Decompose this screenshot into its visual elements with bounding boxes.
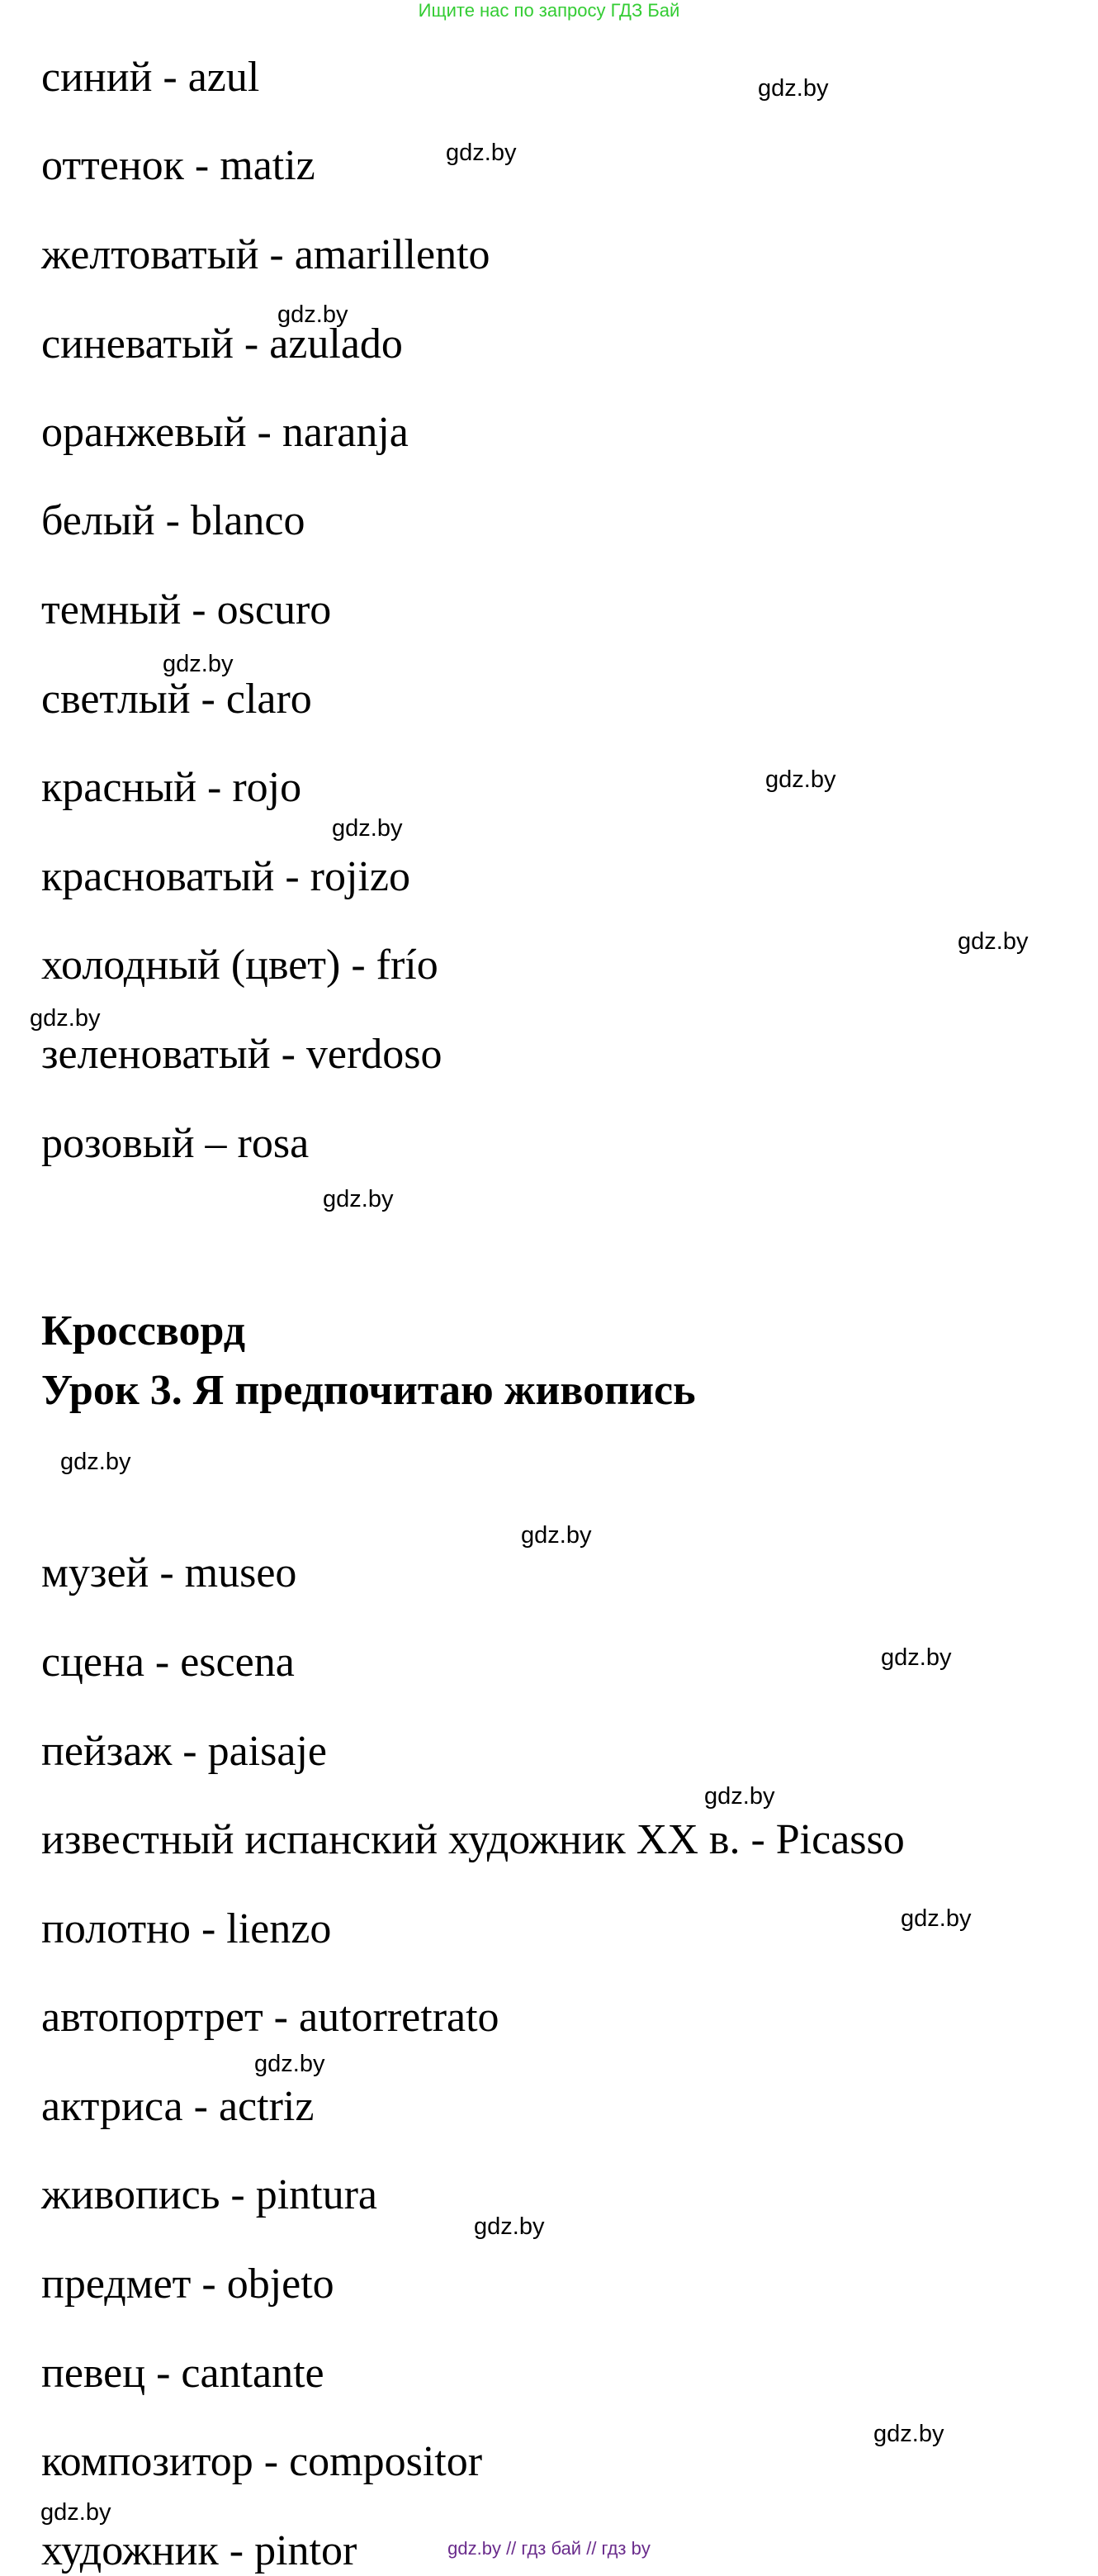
vocab-entry: художник - pintor: [41, 2527, 357, 2574]
vocab-entry: композитор - compositor: [41, 2438, 483, 2485]
watermark: gdz.by: [958, 928, 1029, 955]
vocab-entry: оттенок - matiz: [41, 142, 315, 189]
watermark: gdz.by: [60, 1449, 131, 1475]
vocab-entry: белый - blanco: [41, 497, 305, 544]
vocab-entry: светлый - claro: [41, 676, 312, 723]
watermark: gdz.by: [254, 2051, 325, 2077]
watermark: gdz.by: [446, 140, 517, 166]
watermark: gdz.by: [474, 2213, 545, 2240]
vocab-entry: сцена - escena: [41, 1639, 295, 1686]
watermark: gdz.by: [901, 1905, 972, 1932]
watermark: gdz.by: [521, 1522, 592, 1549]
watermark: gdz.by: [40, 2499, 111, 2526]
vocab-entry: красноватый - rojizo: [41, 853, 410, 900]
vocab-entry: автопортрет - autorretrato: [41, 1994, 499, 2041]
watermark: gdz.by: [704, 1783, 775, 1810]
watermark: gdz.by: [30, 1005, 101, 1032]
vocab-entry: живопись - pintura: [41, 2171, 378, 2218]
vocab-entry: певец - cantante: [41, 2350, 324, 2397]
watermark: gdz.by: [277, 301, 348, 328]
vocab-entry: желтоватый - amarillento: [41, 231, 490, 278]
watermark: gdz.by: [332, 815, 403, 842]
vocab-entry: темный - oscuro: [41, 586, 332, 633]
bottom-banner: gdz.by // гдз бай // гдз by: [447, 2538, 651, 2559]
watermark: gdz.by: [163, 651, 234, 677]
lesson-heading: Урок 3. Я предпочитаю живопись: [41, 1367, 696, 1414]
watermark: gdz.by: [758, 75, 829, 102]
vocab-entry: известный испанский художник XX в. - Picasso: [41, 1816, 905, 1863]
watermark: gdz.by: [881, 1644, 952, 1671]
top-banner: Ищите нас по запросу ГДЗ Бай: [418, 0, 680, 21]
vocab-entry: музей - museo: [41, 1549, 297, 1596]
vocab-entry: оранжевый - naranja: [41, 409, 409, 456]
vocab-entry: актриса - actriz: [41, 2083, 315, 2130]
vocab-entry: предмет - objeto: [41, 2261, 334, 2308]
watermark: gdz.by: [323, 1186, 394, 1212]
vocab-entry: полотно - lienzo: [41, 1905, 332, 1952]
watermark: gdz.by: [873, 2421, 944, 2447]
crossword-heading: Кроссворд: [41, 1307, 246, 1354]
vocab-entry: красный - rojo: [41, 764, 302, 811]
vocab-entry: синеватый - azulado: [41, 320, 403, 368]
vocab-entry: розовый – rosa: [41, 1120, 310, 1167]
vocab-entry: пейзаж - paisaje: [41, 1728, 327, 1775]
vocab-entry: холодный (цвет) - frío: [41, 942, 438, 989]
vocab-entry: синий - azul: [41, 54, 260, 101]
watermark: gdz.by: [765, 766, 836, 793]
vocab-entry: зеленоватый - verdoso: [41, 1031, 443, 1078]
